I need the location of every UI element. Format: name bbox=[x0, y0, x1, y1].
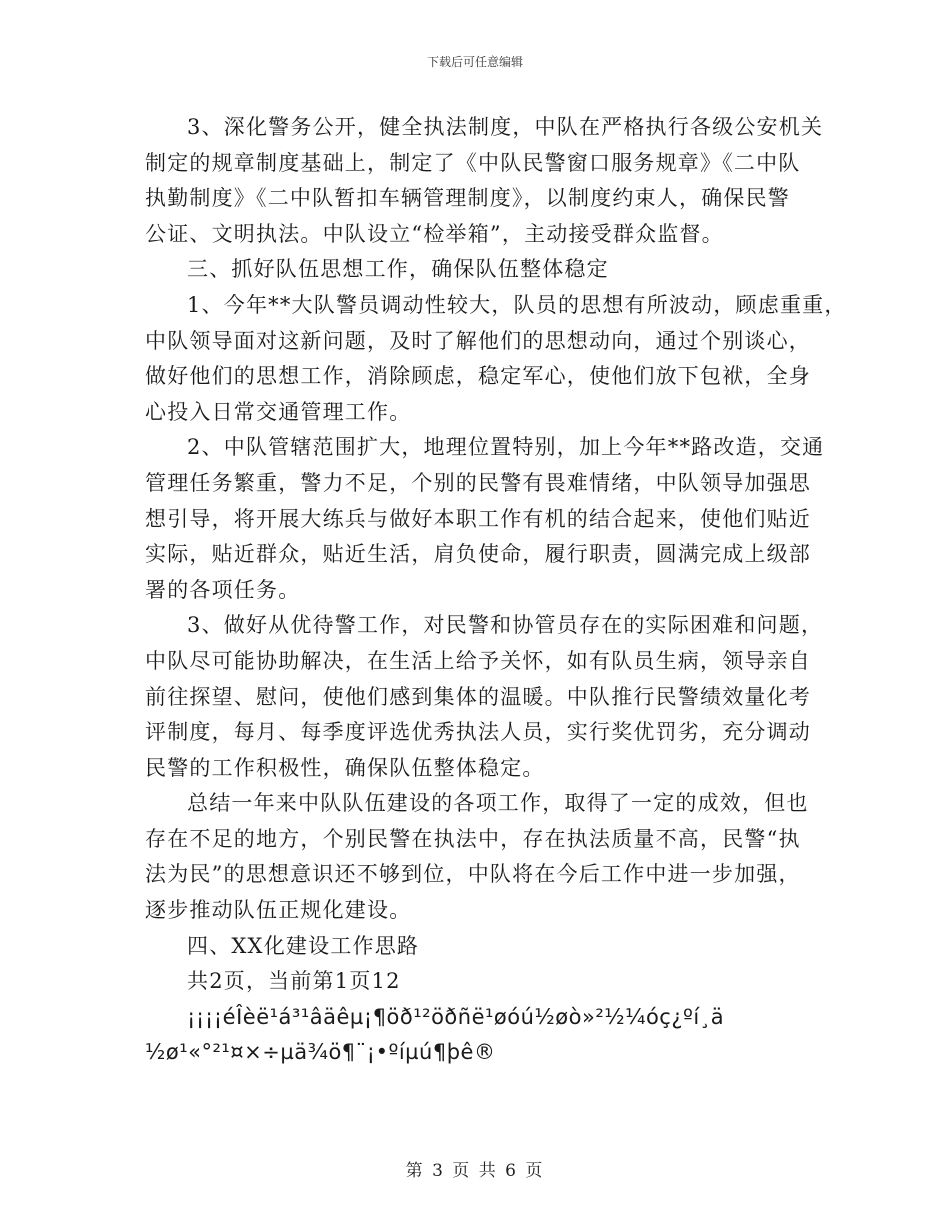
text-line: 2、中队管辖范围扩大，地理位置特别，加上今年**路改造，交通 bbox=[187, 435, 825, 460]
text-line: 实际，贴近群众，贴近生活，肩负使命，履行职责，圆满完成上级部 bbox=[145, 542, 811, 567]
text-line: 做好他们的思想工作，消除顾虑，稳定军心，使他们放下包袱，全身 bbox=[145, 364, 811, 389]
text-line: 总结一年来中队队伍建设的各项工作，取得了一定的成效，但也 bbox=[187, 791, 809, 816]
text-line: 3、深化警务公开，健全执法制度，中队在严格执行各级公安机关 bbox=[187, 115, 824, 139]
garbled-line: ¡¡¡¡éÎèë¹á³¹âäêµ¡¶öð¹²öðñë¹øóú½øò»²½¼óç¿ºí¸ä bbox=[187, 1004, 725, 1029]
garbled-line: ½ø¹«°²¹¤×÷µä¾ö¶¨¡•ºíµú¶þê® bbox=[145, 1040, 496, 1065]
text-line: 逐步推动队伍正规化建设。 bbox=[145, 898, 412, 923]
text-line: 想引导，将开展大练兵与做好本职工作有机的结合起来，使他们贴近 bbox=[145, 506, 811, 531]
text-line: 执勤制度》《二中队暂扣车辆管理制度》，以制度约束人，确保民警 bbox=[145, 186, 790, 211]
text-line: 存在不足的地方，个别民警在执法中，存在执法质量不高，民警“执 bbox=[145, 826, 801, 851]
text-line: 公证、文明执法。中队设立“检举箱”，主动接受群众监督。 bbox=[145, 221, 724, 246]
text-line: 四、XX化建设工作思路 bbox=[187, 933, 420, 958]
text-line: 管理任务繁重，警力不足，个别的民警有畏难情绪，中队领导加强思 bbox=[145, 470, 811, 495]
paragraph-lines bbox=[145, 110, 847, 1000]
text-line: 法为民”的思想意识还不够到位，中队将在今后工作中进一步加强， bbox=[145, 862, 801, 887]
text-line: 制定的规章制度基础上，制定了《中队民警窗口服务规章》《二中队 bbox=[145, 150, 801, 175]
text-line: 中队尽可能协助解决，在生活上给予关怀，如有队员生病，领导亲自 bbox=[145, 648, 811, 673]
text-line: 评制度，每月、每季度评选优秀执法人员，实行奖优罚劣，充分调动 bbox=[145, 720, 811, 745]
text-line: 署的各项任务。 bbox=[145, 577, 301, 602]
document-body bbox=[145, 110, 847, 1071]
text-line: 共2页，当前第1页12 bbox=[187, 969, 401, 994]
text-line: 1、今年**大队警员调动性较大，队员的思想有所波动，顾虑重重， bbox=[187, 292, 847, 317]
text-line: 前往探望、慰问，使他们感到集体的温暖。中队推行民警绩效量化考 bbox=[145, 684, 811, 709]
text-line: 心投入日常交通管理工作。 bbox=[145, 399, 412, 424]
text-line: 三、抓好队伍思想工作，确保队伍整体稳定 bbox=[187, 257, 609, 282]
header-note: 下载后可任意编辑 bbox=[426, 55, 523, 69]
text-line: 3、做好从优待警工作，对民警和协管员存在的实际困难和问题， bbox=[187, 613, 824, 638]
garbled-text-block bbox=[145, 1000, 825, 1071]
text-line: 中队领导面对这新问题，及时了解他们的思想动向，通过个别谈心， bbox=[145, 328, 811, 353]
page-footer: 第 3 页 共 6 页 bbox=[405, 1161, 545, 1181]
text-line: 民警的工作积极性，确保队伍整体稳定。 bbox=[145, 755, 545, 780]
